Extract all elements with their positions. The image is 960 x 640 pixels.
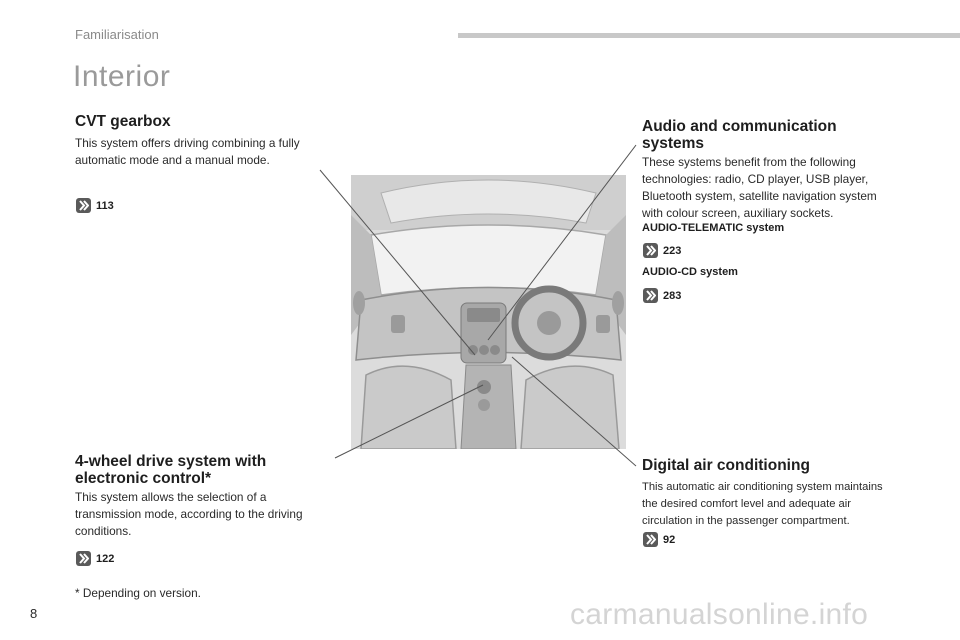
page-reference-number: 92 xyxy=(663,533,676,546)
page-reference-icon xyxy=(76,551,91,566)
aircon-page-reference[interactable] xyxy=(643,532,675,547)
aircon-heading: Digital air conditioning xyxy=(642,457,810,474)
page-reference-icon xyxy=(643,532,658,547)
four-wd-description: This system allows the selection of a transmission mode, according to the driving conditions. xyxy=(75,490,303,538)
page-reference-number: 283 xyxy=(663,289,682,302)
footnote: * Depending on version. xyxy=(75,586,201,600)
page-reference-number: 223 xyxy=(663,244,682,257)
interior-photo xyxy=(351,175,626,449)
audio-telematic-page-reference[interactable] xyxy=(643,243,681,258)
four-wd-heading-line-2: electronic control* xyxy=(75,470,212,487)
page-reference-icon xyxy=(76,198,91,213)
audio-cd-page-reference[interactable] xyxy=(643,288,681,303)
page-reference-icon xyxy=(643,288,658,303)
audio-heading xyxy=(642,118,837,152)
audio-description: These systems benefit from the following technologies: radio, CD player, USB player, Bluetooth system, satellite navigation system with colour screen, auxiliary sockets. xyxy=(642,155,877,220)
audio-heading-line-2: systems xyxy=(642,135,705,152)
page-reference-icon xyxy=(643,243,658,258)
cvt-description: This system offers driving combining a fully automatic mode and a manual mode. xyxy=(75,136,300,167)
aircon-description: This automatic air conditioning system maintains the desired comfort level and adequate air circulation in the passenger compartment. xyxy=(642,481,883,527)
page-reference-number: 122 xyxy=(96,552,115,565)
cvt-heading: CVT gearbox xyxy=(75,113,171,130)
four-wd-heading-line-1: 4-wheel drive system with xyxy=(75,453,267,470)
four-wd-page-reference[interactable] xyxy=(76,551,114,566)
header-divider-bar xyxy=(458,33,960,38)
audio-cd-label: AUDIO-CD system xyxy=(642,266,738,278)
cvt-page-reference[interactable] xyxy=(76,198,114,213)
page-number: 8 xyxy=(30,606,38,621)
four-wd-heading xyxy=(75,453,266,487)
watermark: carmanualsonline.info xyxy=(570,598,869,631)
audio-telematic-label: AUDIO-TELEMATIC system xyxy=(642,222,785,234)
page-reference-number: 113 xyxy=(96,199,114,212)
section-label: Familiarisation xyxy=(75,27,159,42)
page-title: Interior xyxy=(73,60,171,93)
audio-heading-line-1: Audio and communication xyxy=(642,118,837,135)
